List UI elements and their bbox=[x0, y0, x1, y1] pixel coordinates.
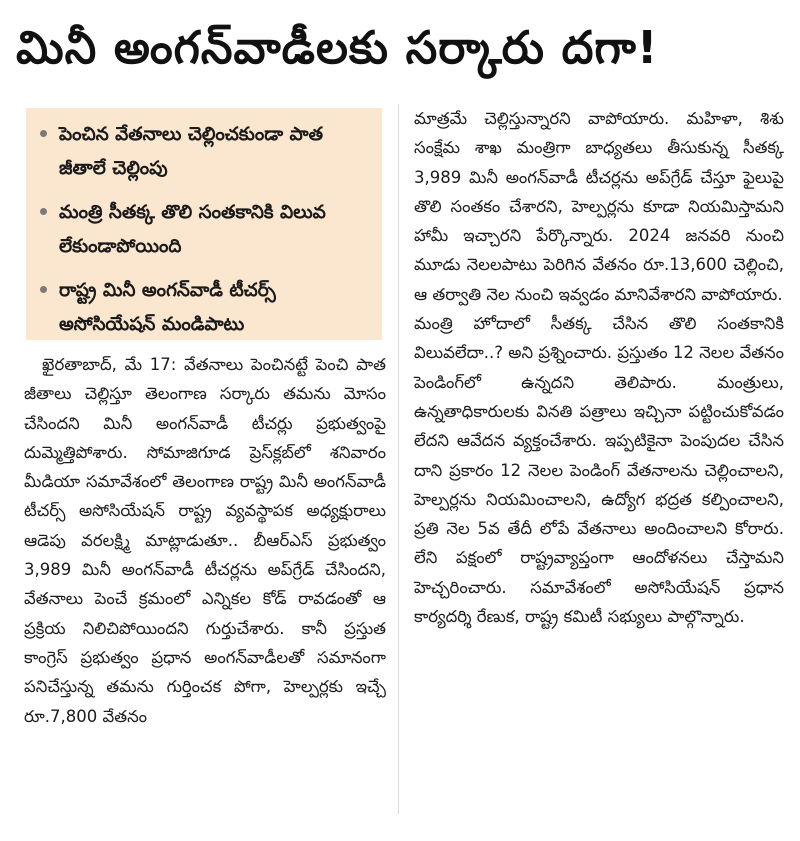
bullet-dot-icon bbox=[40, 208, 47, 215]
article-paragraph: మంత్రి హోదాలో సీతక్క చేసిన తొలి సంతకానికి విలువలేదా..? అని ప్రశ్నించారు. ప్రస్తుతం 12 నెలల వేతనం పెండింగ్‌లో ఉన్నదని తెలిపారు. మంత్రులు, ఉన్నతాధికారులకు వినతి పత్రాలు ఇచ్చినా పట్టించుకోవడం లేదని ఆవేదన వ్యక్తంచేశారు. ఇప్పటికైనా పెంపుదల చేసిన దాని ప్రకారం 12 నెలల పెండింగ్‌ వేతనాలను చెల్లించాలని, హెల్పర్లను నియమించాలని, ఉద్యోగ భద్రత కల్పించాలని, ప్రతి నెల 5వ తేదీ లోపే వేతనాలు అందించాలని కోరారు. లేని పక్షంలో రాష్ట్రవ్యాప్తంగా ఆందోళనలు చేస్తామని హెచ్చరించారు. సమావేశంలో అసోసియేషన్‌ ప్రధాన కార్యదర్శి రేణుక, రాష్ట్ర కమిటీ సభ్యులు పాల్గొన్నారు. bbox=[414, 314, 784, 627]
article-paragraph: మాత్రమే చెల్లిస్తున్నారని వాపోయారు. మహిళా, శిశు సంక్షేమ శాఖ మంత్రిగా బాధ్యతలు తీసుకున్న సీతక్క 3,989 మినీ అంగన్‌వాడీ టీచర్లను అప్‌గ్రేడ్‌ చేస్తూ ఫైలుపై తొలి సంతకం చేశారని, హెల్పర్లను కూడా నియమిస్తామని హామీ ఇచ్చారని పేర్కొన్నారు. 2024 జనవరి నుంచి మూడు నెలలపాటు పెరిగిన వేతనం రూ.13,600 చెల్లించి, ఆ తర్వాతి నెల నుంచి ఇవ్వడం మానివేశారని వాపోయారు. bbox=[414, 109, 784, 304]
article-column-right bbox=[414, 104, 784, 631]
article-paragraph: ఖైరతాబాద్‌, మే 17: వేతనాలు పెంచినట్టే పెంచి పాత జీతాలు చెల్లిస్తూ తెలంగాణ సర్కారు తమను మోసం చేసిందని మినీ అంగన్‌వాడీ టీచర్లు ప్రభుత్వంపై దుమ్మెత్తిపోశారు. సోమాజిగూడ ప్రెస్‌క్లబ్‌లో శనివారం మీడియా సమావేశంలో తెలంగాణ రాష్ట్ర మినీ అంగన్‌వాడీ టీచర్స్‌ అసోసియేషన్‌ రాష్ట్ర వ్యవస్థాపక అధ్యక్షురాలు ఆడెపు వరలక్ష్మి మాట్లాడుతూ.. బీఆర్‌ఎస్‌ ప్రభుత్వం 3,989 మినీ అంగన్‌వాడీ టీచర్లను అప్‌గ్రేడ్‌ చేసిందని, వేతనాలు పెంచే క్రమంలో ఎన్నికల కోడ్‌ రావడంతో ఆ ప్రక్రియ నిలిచిపోయిందని గుర్తుచేశారు. కానీ ప్రస్తుత కాంగ్రెస్‌ ప్రభుత్వం ప్రధాన అంగన్‌వాడీలతో సమానంగా పనిచేస్తున్న తమను గుర్తించక పోగా, హెల్పర్లకు ఇచ్చే రూ.7,800 వేతనం bbox=[24, 355, 386, 726]
highlight-item bbox=[34, 196, 374, 264]
highlight-text: మంత్రి సీతక్క తొలి సంతకానికి విలువ లేకుండాపోయింది bbox=[59, 202, 326, 257]
headline: మినీ అంగన్‌వాడీలకు సర్కారు దగా! bbox=[16, 21, 659, 74]
bullet-dot-icon bbox=[40, 130, 47, 137]
highlight-text: రాష్ట్ర మినీ అంగన్‌వాడీ టీచర్స్ అసోసియేషన్ మండిపాటు bbox=[59, 280, 276, 335]
column-divider bbox=[398, 104, 399, 814]
highlight-text: పెంచిన వేతనాలు చెల్లించకుండా పాత జీతాలే చెల్లింపు bbox=[59, 124, 323, 179]
article-column-left bbox=[24, 350, 386, 731]
highlights-box bbox=[26, 108, 382, 340]
highlight-item bbox=[34, 274, 374, 342]
highlight-item bbox=[34, 118, 374, 186]
bullet-dot-icon bbox=[40, 286, 47, 293]
